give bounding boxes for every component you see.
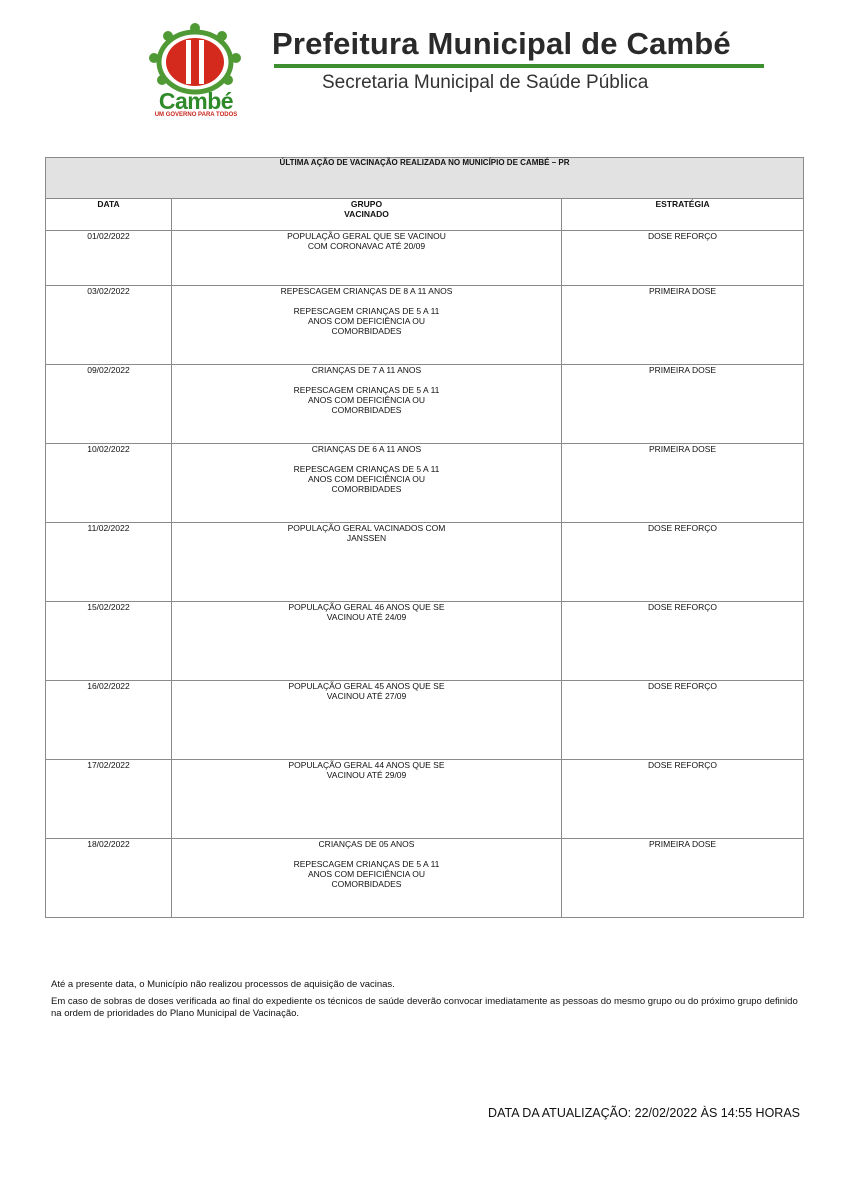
group-line: JANSSEN: [346, 533, 387, 543]
cell-group: [172, 839, 562, 918]
group-line: CRIANÇAS DE 6 A 11 ANOS: [311, 444, 422, 454]
group-block: [172, 306, 561, 336]
cell-date: 11/02/2022: [46, 523, 172, 602]
page-title: Prefeitura Municipal de Cambé: [272, 26, 731, 61]
cell-date: 16/02/2022: [46, 681, 172, 760]
vaccination-table: [45, 157, 804, 918]
table-row: [46, 231, 804, 286]
group-block: [172, 286, 561, 296]
group-line: COMORBIDADES: [331, 879, 402, 889]
table-title: ÚLTIMA AÇÃO DE VACINAÇÃO REALIZADA NO MUNICÍPIO DE CAMBÉ – PR: [46, 158, 804, 199]
table-row: [46, 760, 804, 839]
header-divider: [274, 64, 764, 68]
cell-date: 09/02/2022: [46, 365, 172, 444]
table-row: [46, 523, 804, 602]
group-line: ANOS COM DEFICIÊNCIA OU: [307, 316, 426, 326]
cell-date: 10/02/2022: [46, 444, 172, 523]
cell-strategy: DOSE REFORÇO: [562, 602, 804, 681]
group-line: VACINOU ATÉ 27/09: [326, 691, 407, 701]
group-line: POPULAÇÃO GERAL 45 ANOS QUE SE: [288, 681, 445, 691]
cell-strategy: PRIMEIRA DOSE: [562, 365, 804, 444]
cell-group: [172, 231, 562, 286]
cell-strategy: PRIMEIRA DOSE: [562, 444, 804, 523]
update-timestamp: DATA DA ATUALIZAÇÃO: 22/02/2022 ÀS 14:55 HORAS: [488, 1106, 800, 1120]
group-line: CRIANÇAS DE 7 A 11 ANOS: [311, 365, 422, 375]
group-line: COM CORONAVAC ATÉ 20/09: [307, 241, 426, 251]
cell-group: [172, 444, 562, 523]
group-block: [172, 523, 561, 543]
logo-tagline: UM GOVERNO PARA TODOS: [154, 112, 238, 118]
page-subtitle: Secretaria Municipal de Saúde Pública: [322, 72, 649, 93]
cell-date: 18/02/2022: [46, 839, 172, 918]
table-row: [46, 365, 804, 444]
cell-group: [172, 760, 562, 839]
group-line: REPESCAGEM CRIANÇAS DE 8 A 11 ANOS: [280, 286, 453, 296]
column-header-date: DATA: [46, 199, 172, 231]
cell-strategy: DOSE REFORÇO: [562, 760, 804, 839]
cell-strategy: PRIMEIRA DOSE: [562, 286, 804, 365]
cell-date: 01/02/2022: [46, 231, 172, 286]
cell-date: 15/02/2022: [46, 602, 172, 681]
group-line: REPESCAGEM CRIANÇAS DE 5 A 11: [293, 306, 440, 316]
group-line: POPULAÇÃO GERAL 46 ANOS QUE SE: [288, 602, 445, 612]
table-row: [46, 444, 804, 523]
column-header-group: [172, 199, 562, 231]
note-acquisition: Até a presente data, o Município não realizou processos de aquisição de vacinas.: [51, 979, 395, 990]
group-line: REPESCAGEM CRIANÇAS DE 5 A 11: [293, 385, 440, 395]
cell-group: [172, 365, 562, 444]
group-block: [172, 464, 561, 494]
cell-group: [172, 523, 562, 602]
cell-group: [172, 681, 562, 760]
cell-date: 03/02/2022: [46, 286, 172, 365]
cell-group: [172, 286, 562, 365]
cell-group: [172, 602, 562, 681]
group-line: CRIANÇAS DE 05 ANOS: [318, 839, 415, 849]
column-header-group-line1: GRUPO: [350, 199, 383, 209]
note-leftover-doses: Em caso de sobras de doses verificada ao final do expediente os técnicos de saúde deverão convocar imediatamente as pessoas do mesmo grupo ou do próximo grupo definido na ordem de prioridades do Plano Municipal de Vacinação.: [51, 996, 798, 1019]
group-block: [172, 602, 561, 622]
group-line: REPESCAGEM CRIANÇAS DE 5 A 11: [293, 859, 440, 869]
table-row: [46, 286, 804, 365]
group-block: [172, 365, 561, 375]
group-block: [172, 681, 561, 701]
column-header-group-line2: VACINADO: [344, 209, 389, 219]
group-line: COMORBIDADES: [331, 405, 402, 415]
table-row: [46, 839, 804, 918]
group-block: [172, 444, 561, 454]
group-line: ANOS COM DEFICIÊNCIA OU: [307, 395, 426, 405]
group-line: VACINOU ATÉ 29/09: [326, 770, 407, 780]
group-block: [172, 760, 561, 780]
group-block: [172, 385, 561, 415]
group-line: POPULAÇÃO GERAL QUE SE VACINOU: [287, 231, 446, 241]
group-line: REPESCAGEM CRIANÇAS DE 5 A 11: [293, 464, 440, 474]
cell-strategy: DOSE REFORÇO: [562, 523, 804, 602]
cell-date: 17/02/2022: [46, 760, 172, 839]
cell-strategy: DOSE REFORÇO: [562, 231, 804, 286]
column-header-strategy: ESTRATÉGIA: [562, 199, 804, 231]
group-line: COMORBIDADES: [331, 326, 402, 336]
table-row: [46, 681, 804, 760]
group-line: ANOS COM DEFICIÊNCIA OU: [307, 869, 426, 879]
cell-strategy: PRIMEIRA DOSE: [562, 839, 804, 918]
group-line: ANOS COM DEFICIÊNCIA OU: [307, 474, 426, 484]
group-block: [172, 839, 561, 849]
group-line: COMORBIDADES: [331, 484, 402, 494]
group-line: POPULAÇÃO GERAL 44 ANOS QUE SE: [288, 760, 445, 770]
group-block: [172, 859, 561, 889]
group-block: [172, 231, 561, 251]
table-row: [46, 602, 804, 681]
cell-strategy: DOSE REFORÇO: [562, 681, 804, 760]
group-line: POPULAÇÃO GERAL VACINADOS COM: [287, 523, 446, 533]
logo-word: Cambé: [158, 88, 234, 114]
group-line: VACINOU ATÉ 24/09: [326, 612, 407, 622]
